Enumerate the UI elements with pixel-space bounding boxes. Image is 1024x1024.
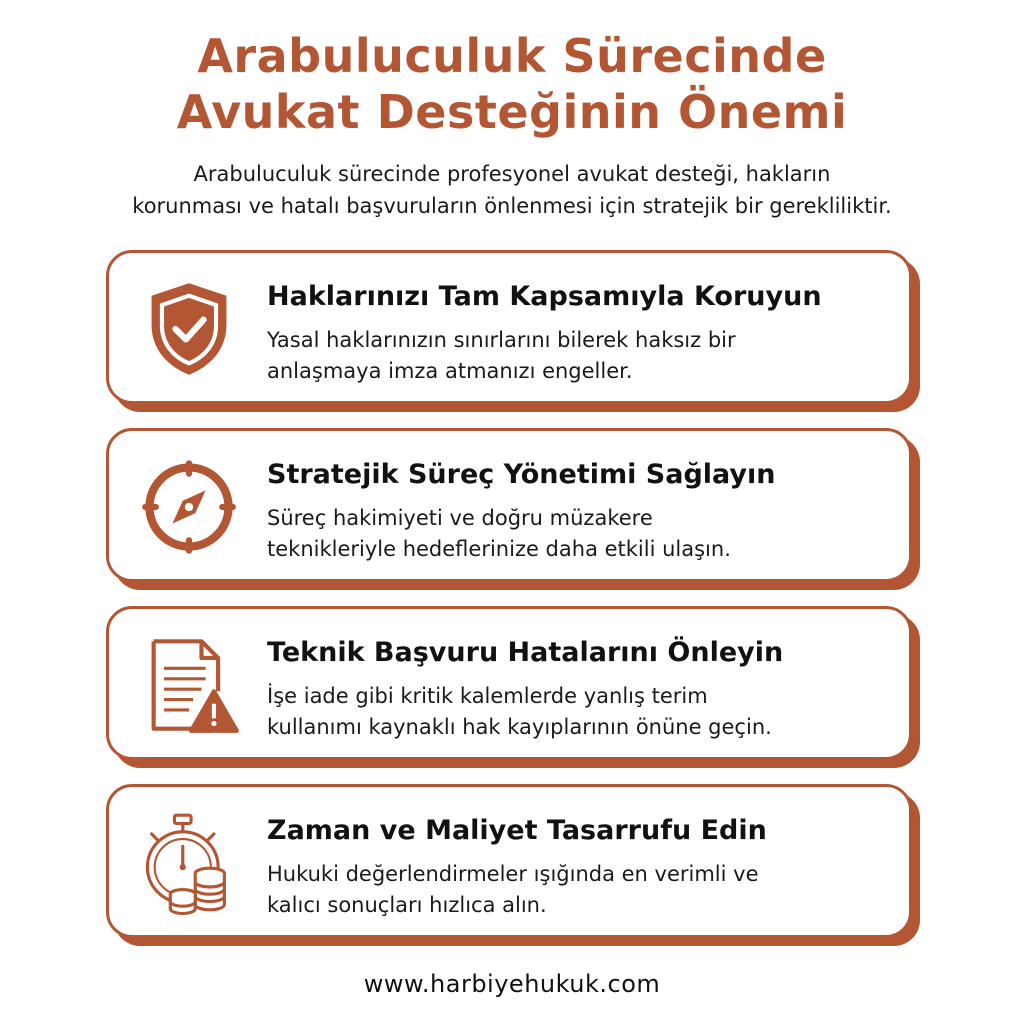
card-title: Teknik Başvuru Hatalarını Önleyin	[267, 637, 784, 668]
card-body	[106, 784, 912, 938]
card-description-line: Yasal haklarınızın sınırlarını bilerek haksız bir	[267, 328, 736, 352]
card-description-line: teknikleriyle hedeflerinize daha etkili ulaşın.	[267, 537, 731, 561]
feature-card-savings	[106, 784, 912, 938]
page-subtitle-line-1: Arabuluculuk sürecinde profesyonel avukat desteği, hakların	[193, 162, 831, 186]
card-title: Zaman ve Maliyet Tasarrufu Edin	[267, 815, 767, 846]
card-description	[267, 859, 897, 921]
compass-icon	[137, 455, 241, 559]
card-description-line: kalıcı sonuçları hızlıca alın.	[267, 893, 547, 917]
card-description-line: anlaşmaya imza atmanızı engeller.	[267, 359, 633, 383]
card-description-line: İşe iade gibi kritik kalemlerde yanlış terim	[267, 684, 708, 708]
card-body	[106, 606, 912, 760]
page-subtitle-line-2: korunması ve hatalı başvuruların önlenmesi için stratejik bir gerekliliktir.	[132, 194, 892, 218]
document-warning-icon	[137, 633, 241, 737]
card-description-line: Süreç hakimiyeti ve doğru müzakere	[267, 506, 653, 530]
page-title	[0, 28, 1024, 140]
website-url[interactable]: www.harbiyehukuk.com	[363, 970, 661, 998]
card-description-line: kullanımı kaynaklı hak kayıplarının önüne geçin.	[267, 715, 772, 739]
stopwatch-coins-icon	[137, 811, 241, 915]
card-description-line: Hukuki değerlendirmeler ışığında en verimli ve	[267, 862, 759, 886]
shield-check-icon	[137, 277, 241, 381]
card-description	[267, 503, 897, 565]
page-subtitle	[40, 158, 984, 222]
card-description	[267, 681, 897, 743]
card-title: Stratejik Süreç Yönetimi Sağlayın	[267, 459, 776, 490]
page-title-line-1: Arabuluculuk Sürecinde	[197, 29, 827, 83]
page-title-line-2: Avukat Desteğinin Önemi	[176, 85, 848, 139]
card-body	[106, 428, 912, 582]
card-body	[106, 250, 912, 404]
feature-card-errors	[106, 606, 912, 760]
card-title: Haklarınızı Tam Kapsamıyla Koruyun	[267, 281, 822, 312]
card-description	[267, 325, 897, 387]
feature-card-rights	[106, 250, 912, 404]
feature-card-strategy	[106, 428, 912, 582]
